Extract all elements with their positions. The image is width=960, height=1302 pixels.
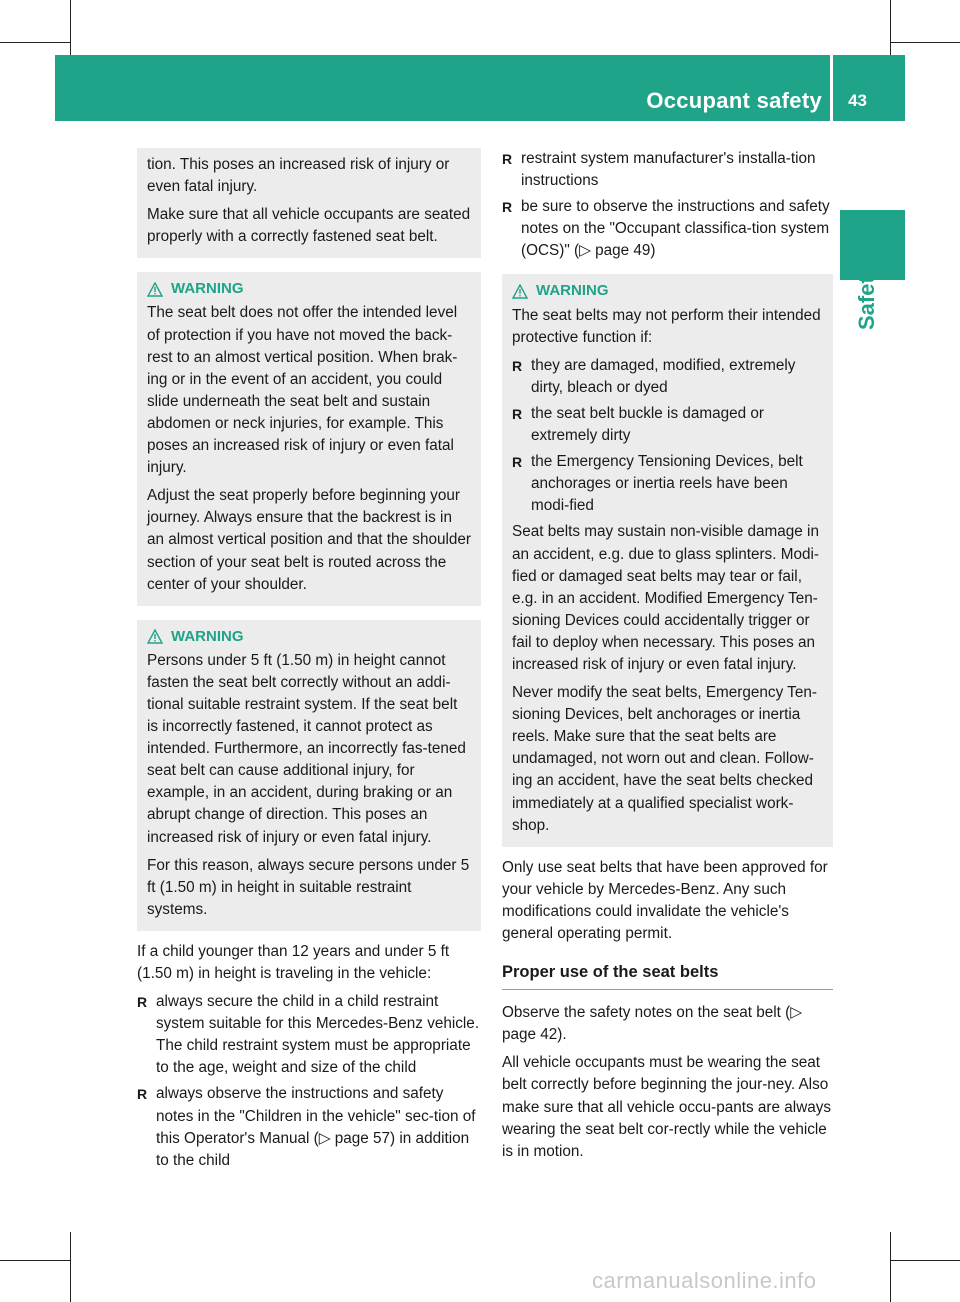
warning-triangle-icon [512,284,528,299]
warning-box [502,274,833,846]
warning-title: WARNING [171,627,244,645]
list-item: R always observe the instructions and safety notes in the "Children in the vehicle" sec-tion of this Operator's Manual (▷ page 57) in addition to the child [137,1083,481,1171]
crop-mark [0,42,70,43]
paragraph: Only use seat belts that have been approved for your vehicle by Mercedes-Benz. Any such modifications could invalidate the vehicle's general operating permit. [502,858,828,942]
right-column [502,148,833,1169]
page-title: Occupant safety [646,88,822,113]
page-number: 43 [848,91,867,110]
list-item: R they are damaged, modified, extremely dirty, bleach or dyed [512,355,823,399]
page-header [55,55,905,121]
warning-box [137,620,481,931]
paragraph: The seat belts may not perform their intended protective function if: [512,306,821,346]
paragraph: The seat belt does not offer the intended level of protection if you have not moved the back-rest to an almost vertical position. When brak-ing or in the event of an accident, you could slide underneath the seat belt and sustain abdomen or neck injuries, for example. This poses an increased risk of injury or even fatal injury. [147,304,458,477]
crop-mark [70,1232,71,1302]
list-item: R the seat belt buckle is damaged or extremely dirty [512,403,823,447]
warning-header [147,626,471,648]
paragraph: All vehicle occupants must be wearing the seat belt correctly before beginning the jour-ney. Also make sure that all vehicle occu-pants are always wearing the seat belt cor-rectly while the vehicle is in motion. [502,1054,832,1160]
list-item: R be sure to observe the instructions and safety notes on the "Occupant classifica-tion system (OCS)" (▷ page 49) [502,196,833,262]
warning-triangle-icon [147,629,163,644]
list-item: R always secure the child in a child restraint system suitable for this Mercedes-Benz vehicle. The child restraint system must be appropriate to the age, weight and size of the child [137,991,481,1079]
warning-header [512,280,823,302]
crop-mark [0,1260,70,1261]
bullet-list [502,148,833,262]
crop-mark [890,42,960,43]
bullet-list [512,355,823,518]
section-heading: Proper use of the seat belts [502,961,833,990]
crop-mark [890,1260,960,1261]
warning-triangle-icon [147,282,163,297]
watermark-text: carmanualsonline.info [592,1268,817,1293]
paragraph: Observe the safety notes on the seat belt (▷ page 42). [502,1004,803,1044]
warning-box [137,272,481,605]
list-item: R restraint system manufacturer's installa-tion instructions [502,148,833,192]
warning-title: WARNING [536,282,609,300]
paragraph: Adjust the seat properly before beginning your journey. Always ensure that the backrest is in an almost vertical position and that the shoulder section of your seat belt is routed across the center of your shoulder. [147,487,471,593]
continued-warning-box [137,148,481,258]
warning-title: WARNING [171,280,244,298]
paragraph: Make sure that all vehicle occupants are seated properly with a correctly fastened seat belt. [147,206,471,246]
crop-mark [890,1232,891,1302]
left-column [137,148,481,1176]
bullet-list [137,991,481,1172]
header-divider [830,55,833,121]
paragraph: tion. This poses an increased risk of injury or even fatal injury. [147,156,450,196]
warning-header [147,278,471,300]
paragraph: Never modify the seat belts, Emergency Ten-sioning Devices, belt anchorages or inertia reels. Make sure that the seat belts are undamaged, not worn out and clean. Follow-ing an accident, have the seat belts checked immediately at a qualified specialist work-shop. [512,684,817,834]
paragraph: Seat belts may sustain non-visible damage in an accident, e.g. due to glass splinters. Modi-fied or damaged seat belts may tear or fail, e.g. in an accident. Modified Emergency Ten-sioning Devices could accidentally trigger or fail to deploy when necessary. This poses an increased risk of injury or even fatal injury. [512,523,819,673]
paragraph: For this reason, always secure persons under 5 ft (1.50 m) in height in suitable restraint systems. [147,856,470,918]
paragraph: If a child younger than 12 years and under 5 ft (1.50 m) in height is traveling in the vehicle: [137,942,450,982]
list-item: R the Emergency Tensioning Devices, belt anchorages or inertia reels have been modi-fied [512,451,823,517]
section-tab-label: Safety [854,263,879,330]
paragraph: Persons under 5 ft (1.50 m) in height cannot fasten the seat belt correctly without an addi-tional suitable restraint system. If the seat belt is incorrectly fastened, it cannot protect as intended. Furthermore, an incorrectly fas-tened seat belt can cause additional injury, for example, in an accident, during braking or an abrupt change of direction. This poses an increased risk of injury or even fatal injury. [147,651,466,846]
